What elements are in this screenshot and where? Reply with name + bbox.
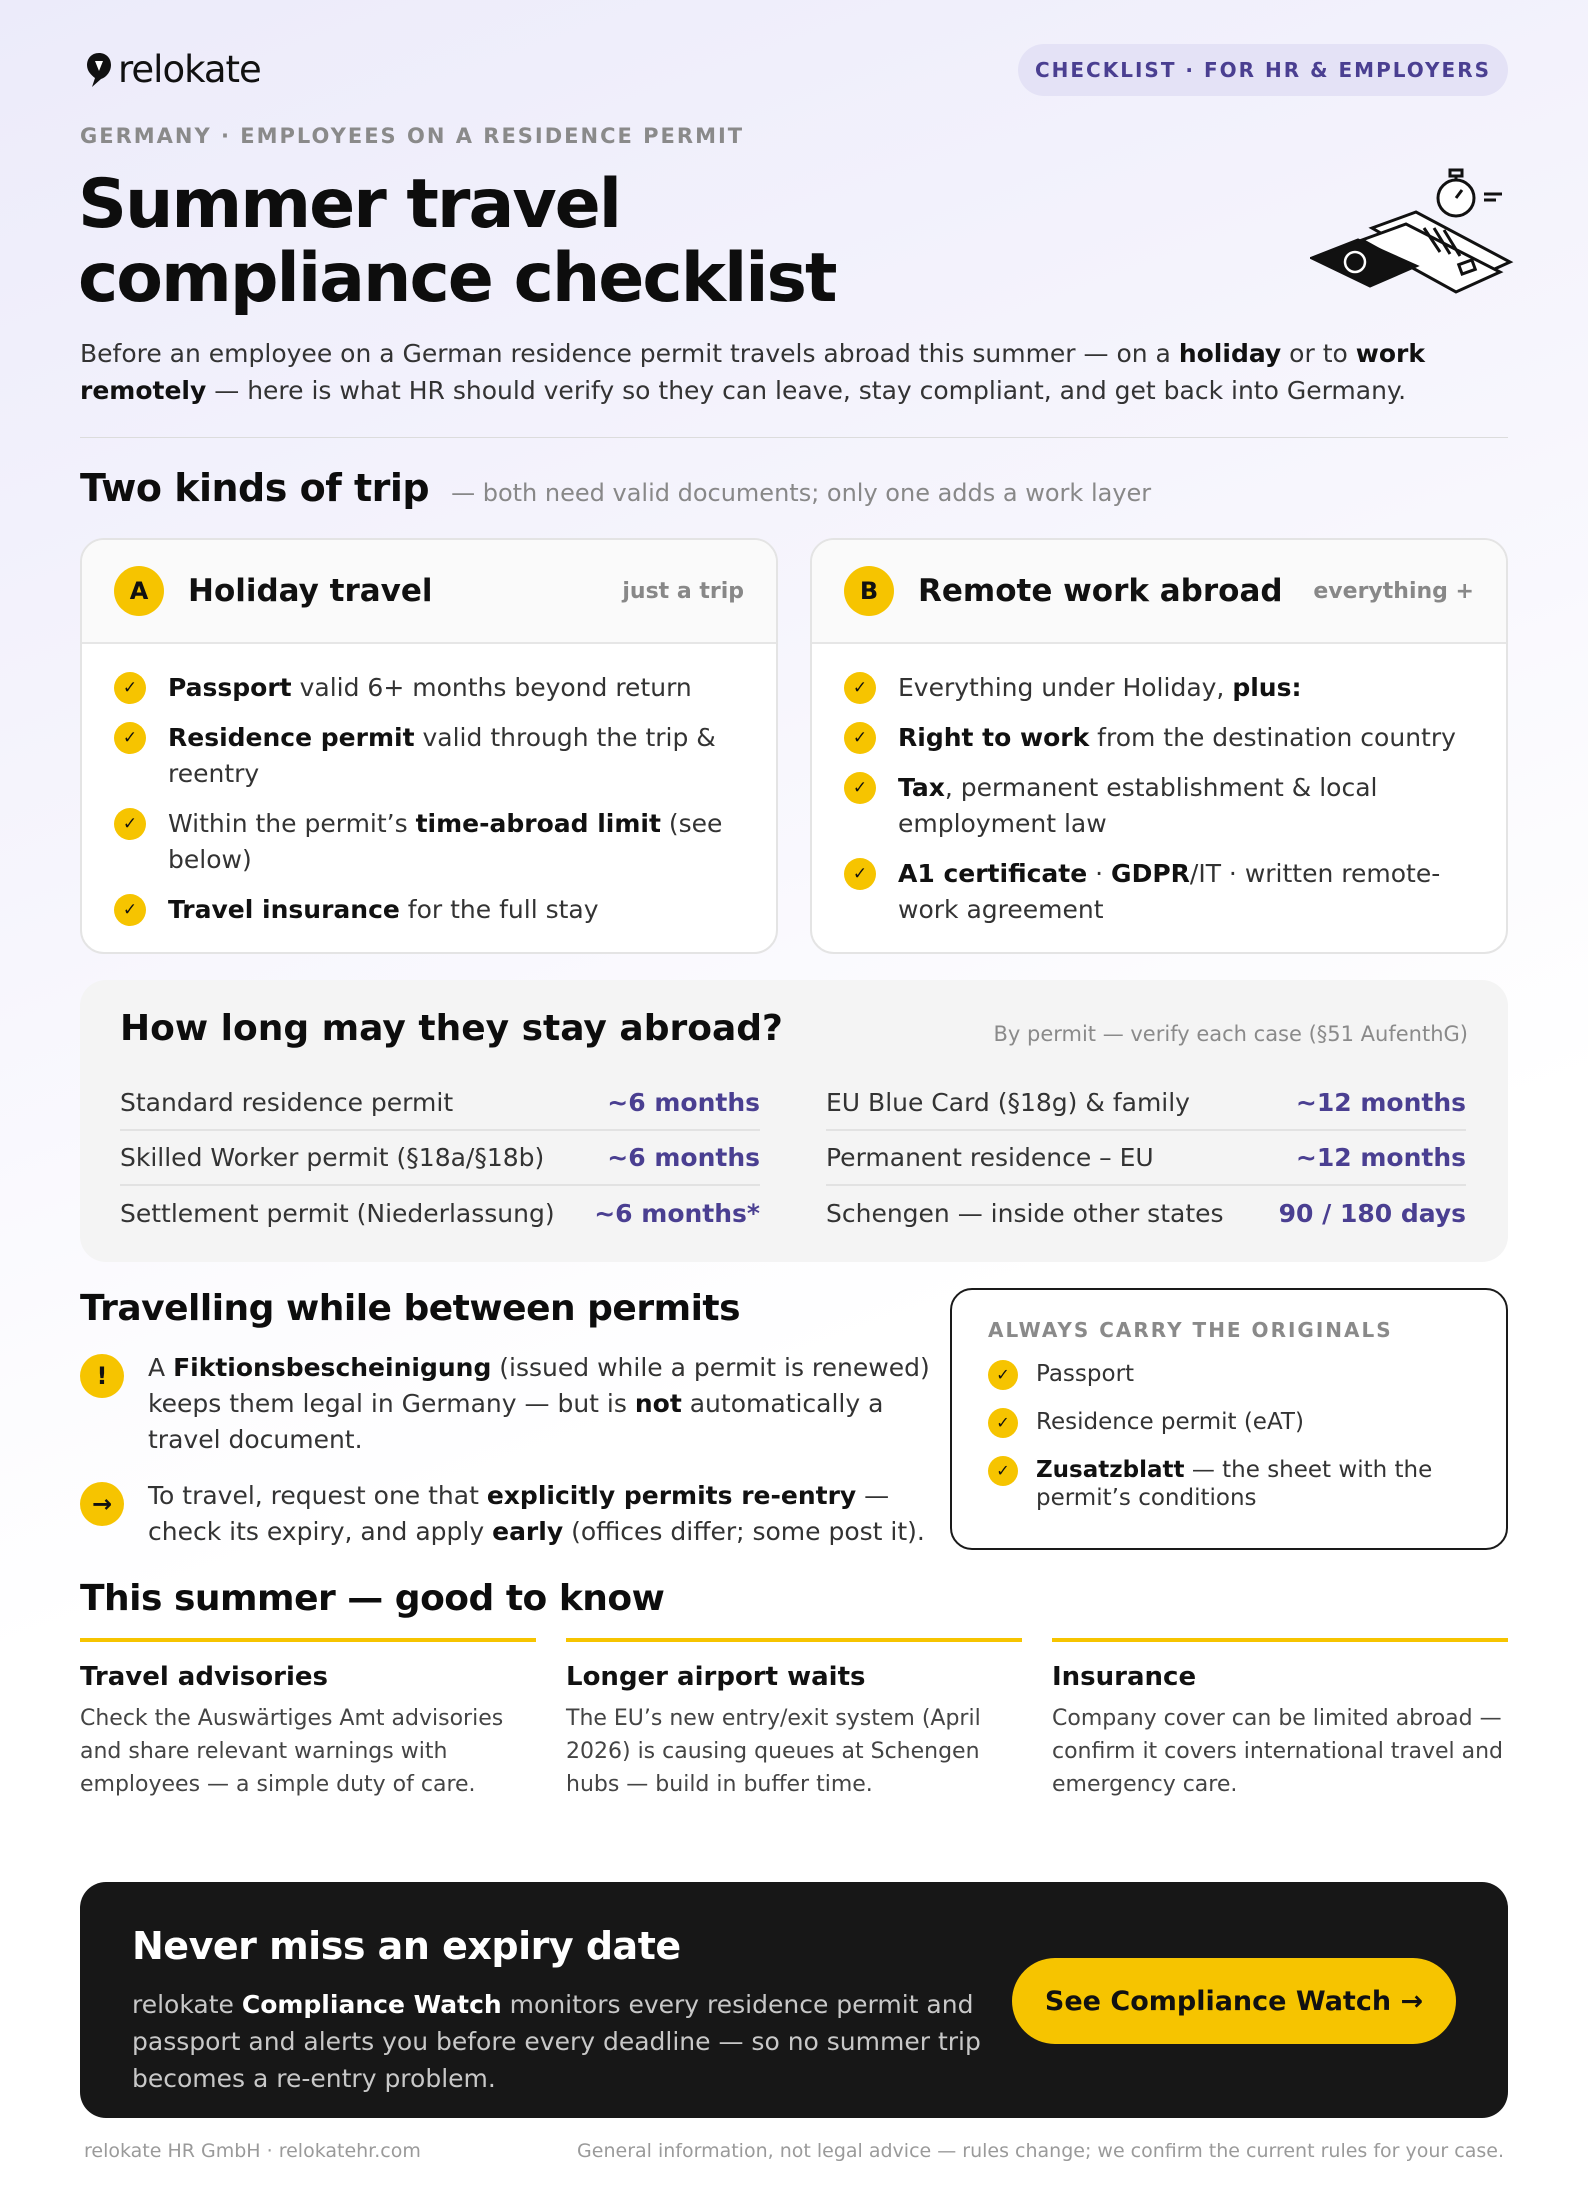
check-icon: ✓	[844, 772, 876, 804]
text-part: relokate	[132, 1990, 242, 2019]
tip-text: Check the Auswärtiges Amt advisories and share relevant warnings with employees — a simple duty of care.	[80, 1706, 504, 1797]
item-text: /IT · written remote-work agreement	[898, 859, 1441, 924]
table-row	[826, 1076, 1466, 1131]
item-text: — the sheet with the permit’s conditions	[1036, 1457, 1433, 1511]
item-bold: Zusatzblatt	[1036, 1457, 1185, 1483]
item-bold: plus:	[1232, 673, 1302, 702]
item-text: , permanent establishment & local employment law	[898, 773, 1378, 838]
check-icon: ✓	[844, 672, 876, 704]
text-part: A	[148, 1353, 174, 1382]
row-value: 90 / 180 days	[1278, 1199, 1466, 1228]
item-bold: time-abroad limit	[415, 809, 661, 838]
table-row	[120, 1186, 760, 1241]
intro-text	[80, 335, 1520, 409]
tip-title: Longer airport waits	[566, 1662, 866, 1692]
banner-title: Never miss an expiry date	[132, 1924, 681, 1968]
item-bold: A1 certificate	[898, 859, 1088, 888]
list-item	[988, 1408, 1470, 1438]
remote-title: Remote work abroad	[918, 573, 1283, 609]
between-item-reentry	[80, 1478, 930, 1550]
check-icon: ✓	[114, 894, 146, 926]
text-part: automatically a travel document.	[148, 1389, 884, 1454]
stay-title: How long may they stay abroad?	[120, 1008, 783, 1049]
row-label: EU Blue Card (§18g) & family	[826, 1088, 1190, 1117]
remote-checklist	[812, 644, 1506, 928]
row-value: ~6 months*	[594, 1199, 760, 1228]
stopwatch-icon	[1438, 170, 1502, 216]
row-label: Schengen — inside other states	[826, 1199, 1224, 1228]
list-item	[114, 720, 744, 792]
list-item	[114, 670, 744, 706]
row-label: Permanent residence – EU	[826, 1143, 1154, 1172]
intro-part: — here is what HR should verify so they can leave, stay compliant, and get back into Germany.	[206, 376, 1407, 405]
stay-column-right	[826, 1076, 1466, 1241]
table-row	[120, 1131, 760, 1186]
check-icon: ✓	[114, 672, 146, 704]
between-text	[148, 1350, 930, 1458]
list-item	[844, 856, 1474, 928]
footer-company: relokate HR GmbH · relokatehr.com	[84, 2140, 421, 2162]
badge-b: B	[844, 566, 894, 616]
table-row	[826, 1186, 1466, 1241]
alert-icon: !	[80, 1354, 124, 1398]
table-row	[120, 1076, 760, 1131]
originals-box	[950, 1288, 1508, 1550]
list-item	[988, 1360, 1470, 1390]
tip-text: Company cover can be limited abroad — confirm it covers international travel and emergency care.	[1052, 1706, 1504, 1797]
check-icon: ✓	[114, 722, 146, 754]
stay-column-left	[120, 1076, 760, 1241]
eyebrow: GERMANY · EMPLOYEES ON A RESIDENCE PERMIT	[80, 124, 745, 148]
item-bold: Right to work	[898, 723, 1090, 752]
item-text: Everything under Holiday,	[898, 673, 1233, 702]
brand-name: relokate	[118, 48, 261, 91]
item-bold: GDPR	[1111, 859, 1190, 888]
between-heading: Travelling while between permits	[80, 1288, 741, 1329]
tip-title: Insurance	[1052, 1662, 1197, 1692]
list-item	[114, 892, 744, 928]
between-item-fiktion	[80, 1350, 930, 1458]
trips-subheading: — both need valid documents; only one adds a work layer	[451, 479, 1152, 507]
check-icon: ✓	[114, 808, 146, 840]
item-text: (see below)	[168, 809, 723, 874]
text-part: (issued while a permit is renewed) keeps them legal in Germany — but is	[148, 1353, 930, 1418]
text-part: To travel, request one that	[148, 1481, 487, 1510]
holiday-checklist	[82, 644, 776, 928]
intro-bold-holiday: holiday	[1178, 339, 1282, 368]
text-bold: Compliance Watch	[241, 1990, 502, 2019]
holiday-title: Holiday travel	[188, 573, 433, 609]
check-icon: ✓	[988, 1408, 1018, 1438]
item-text: Passport	[1036, 1361, 1135, 1387]
tip-airport-waits	[566, 1638, 1022, 1801]
text-bold: explicitly permits re-entry	[486, 1481, 857, 1510]
row-value: ~12 months	[1295, 1088, 1466, 1117]
text-bold: early	[492, 1517, 564, 1546]
summer-heading: This summer — good to know	[80, 1578, 665, 1619]
banner-text	[132, 1986, 1012, 2097]
row-value: ~12 months	[1295, 1143, 1466, 1172]
item-text: Within the permit’s	[168, 809, 416, 838]
check-icon: ✓	[844, 858, 876, 890]
item-text: Residence permit (eAT)	[1036, 1409, 1304, 1435]
see-compliance-watch-button[interactable]: See Compliance Watch →	[1012, 1958, 1456, 2044]
title-line-2: compliance checklist	[78, 239, 836, 318]
text-bold: Fiktionsbescheinigung	[173, 1353, 492, 1382]
check-icon: ✓	[844, 722, 876, 754]
list-item	[844, 670, 1474, 706]
text-part: — check its expiry, and apply	[148, 1481, 890, 1546]
item-bold: Passport	[168, 673, 292, 702]
item-bold: Tax	[898, 773, 945, 802]
item-text: valid through the trip & reentry	[168, 723, 716, 788]
remote-card	[810, 538, 1508, 954]
item-text: from the destination country	[1089, 723, 1456, 752]
between-text	[148, 1478, 930, 1550]
badge-a: A	[114, 566, 164, 616]
brand-logo[interactable]	[84, 48, 261, 91]
trips-heading: Two kinds of trip	[80, 466, 430, 510]
check-icon: ✓	[988, 1360, 1018, 1390]
item-text: ·	[1087, 859, 1112, 888]
row-value: ~6 months	[607, 1143, 760, 1172]
remote-tag: everything +	[1313, 578, 1474, 604]
list-item	[988, 1456, 1470, 1512]
page-title	[78, 165, 836, 318]
footer-disclaimer: General information, not legal advice — rules change; we confirm the current rules for your case.	[577, 2140, 1504, 2162]
row-label: Skilled Worker permit (§18a/§18b)	[120, 1143, 545, 1172]
intro-part: Before an employee on a German residence permit travels abroad this summer — on a	[80, 339, 1179, 368]
originals-list	[988, 1360, 1470, 1512]
check-icon: ✓	[988, 1456, 1018, 1486]
row-label: Settlement permit (Niederlassung)	[120, 1199, 555, 1228]
item-bold: Residence permit	[168, 723, 415, 752]
title-line-1: Summer travel	[78, 165, 621, 244]
text-part: monitors every residence permit and passport and alerts you before every deadline — so no summer trip becomes a re-entry problem.	[132, 1990, 981, 2093]
stay-abroad-table	[80, 980, 1508, 1262]
stay-note: By permit — verify each case (§51 AufenthG)	[993, 1022, 1468, 1046]
row-value: ~6 months	[607, 1088, 760, 1117]
intro-bold-remote: work remotely	[80, 339, 1425, 405]
holiday-card-header	[82, 540, 776, 644]
tip-insurance	[1052, 1638, 1508, 1801]
cta-banner	[80, 1882, 1508, 2118]
item-text: for the full stay	[399, 895, 599, 924]
holiday-card	[80, 538, 778, 954]
originals-heading: ALWAYS CARRY THE ORIGINALS	[988, 1318, 1393, 1342]
divider	[80, 437, 1508, 438]
text-part: (offices differ; some post it).	[563, 1517, 925, 1546]
item-bold: Travel insurance	[168, 895, 400, 924]
tip-title: Travel advisories	[80, 1662, 328, 1692]
remote-card-header	[812, 540, 1506, 644]
tip-travel-advisories	[80, 1638, 536, 1801]
travel-illustration	[1310, 166, 1520, 316]
item-text: valid 6+ months beyond return	[291, 673, 692, 702]
row-label: Standard residence permit	[120, 1088, 454, 1117]
list-item	[844, 770, 1474, 842]
intro-part: or to	[1281, 339, 1356, 368]
arrow-right-icon: →	[80, 1482, 124, 1526]
text-bold: not	[634, 1389, 682, 1418]
checklist-badge: CHECKLIST · FOR HR & EMPLOYERS	[1018, 44, 1508, 96]
table-row	[826, 1131, 1466, 1186]
passport-card-icon	[1312, 212, 1510, 292]
trips-heading-row	[80, 466, 1151, 510]
list-item	[844, 720, 1474, 756]
list-item	[114, 806, 744, 878]
holiday-tag: just a trip	[622, 578, 744, 604]
tip-text: The EU’s new entry/exit system (April 2026) is causing queues at Schengen hubs — build in buffer time.	[566, 1706, 981, 1797]
relokate-logo-icon	[84, 51, 114, 89]
